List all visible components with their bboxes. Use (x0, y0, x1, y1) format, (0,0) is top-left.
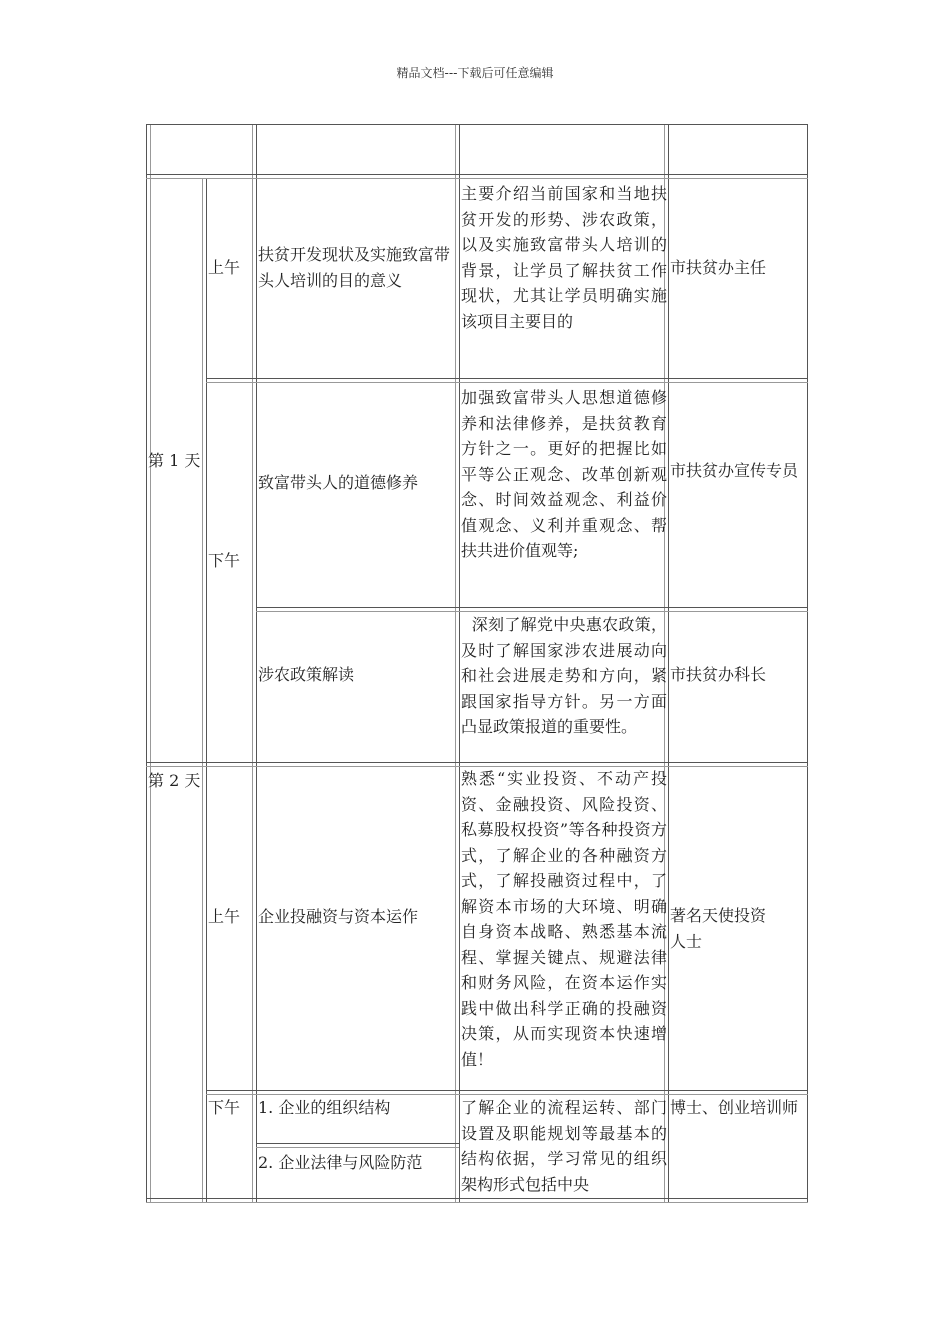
period-label: 上午 (208, 258, 241, 277)
session-content: 深刻了解党中央惠农政策，及时了解国家涉农进展动向和社会进展走势和方向，紧跟国家指导方针。另一方面凸显政策报道的重要性。 (461, 615, 667, 736)
session-speaker: 博士、创业培训师 (670, 1098, 799, 1117)
column-divider (202, 178, 203, 1202)
session-content: 熟悉“实业投资、不动产投资、金融投资、风险投资、私募股权投资”等各种投资方式，了解企业的各种融资方式，了解投融资过程中，了解资本市场的大环境、明确自身资本战略、熟悉基本流程、掌握关键点、规避法律和财务风险，在资本运作实践中做出科学正确的投融资决策，从而实现资本快速增值！ (461, 769, 667, 1069)
session-topic: 企业投融资与资本运作 (258, 907, 419, 926)
column-divider (150, 124, 151, 1202)
row-divider (206, 378, 808, 379)
row-divider (146, 1198, 808, 1199)
column-divider (459, 124, 460, 1202)
row-divider (256, 1143, 459, 1144)
session-speaker: 著名天使投资人士 (670, 906, 767, 951)
column-divider (668, 124, 669, 1202)
session-speaker: 市扶贫办科长 (670, 665, 767, 684)
column-divider (206, 178, 207, 1202)
table-border (146, 124, 147, 1202)
day-label: 第 2 天 (148, 771, 201, 790)
column-divider (256, 124, 257, 1202)
session-topic: 致富带头人的道德修养 (258, 473, 419, 492)
period-label: 上午 (208, 907, 241, 926)
session-topic: 2. 企业法律与风险防范 (258, 1153, 423, 1172)
row-divider (146, 178, 808, 179)
period-label: 下午 (208, 1098, 241, 1117)
row-divider (256, 1147, 459, 1148)
row-divider (146, 1202, 808, 1203)
session-topic: 扶贫开发现状及实施致富带头人培训的目的意义 (258, 245, 451, 290)
session-speaker: 市扶贫办主任 (670, 258, 767, 277)
session-speaker: 市扶贫办宣传专员 (670, 461, 799, 480)
row-divider (256, 607, 808, 608)
page-header: 精品文档---下载后可任意编辑 (396, 66, 554, 80)
table-border (807, 124, 808, 1202)
day-label: 第 1 天 (148, 451, 201, 470)
session-content: 加强致富带头人思想道德修养和法律修养，是扶贫教育方针之一。更好的把握比如平等公正观念、改革创新观念、时间效益观念、利益价值观念、义利并重观念、帮扶共进价值观等; (461, 388, 667, 560)
session-topic: 涉农政策解读 (258, 665, 355, 684)
row-divider (206, 382, 808, 383)
row-divider (146, 124, 808, 125)
period-label: 下午 (208, 551, 241, 570)
session-content: 主要介绍当前国家和当地扶贫开发的形势、涉农政策，以及实施致富带头人培训的背景，让学员了解扶贫工作现状，尤其让学员明确实施该项目主要目的 (461, 184, 667, 331)
row-divider (146, 762, 808, 763)
row-divider (206, 1090, 808, 1091)
session-content: 了解企业的流程运转、部门设置及职能规划等最基本的结构依据，学习常见的组织架构形式包括中央 (461, 1098, 667, 1194)
column-divider (252, 124, 253, 1202)
session-topic: 1. 企业的组织结构 (258, 1098, 391, 1117)
row-divider (146, 174, 808, 175)
